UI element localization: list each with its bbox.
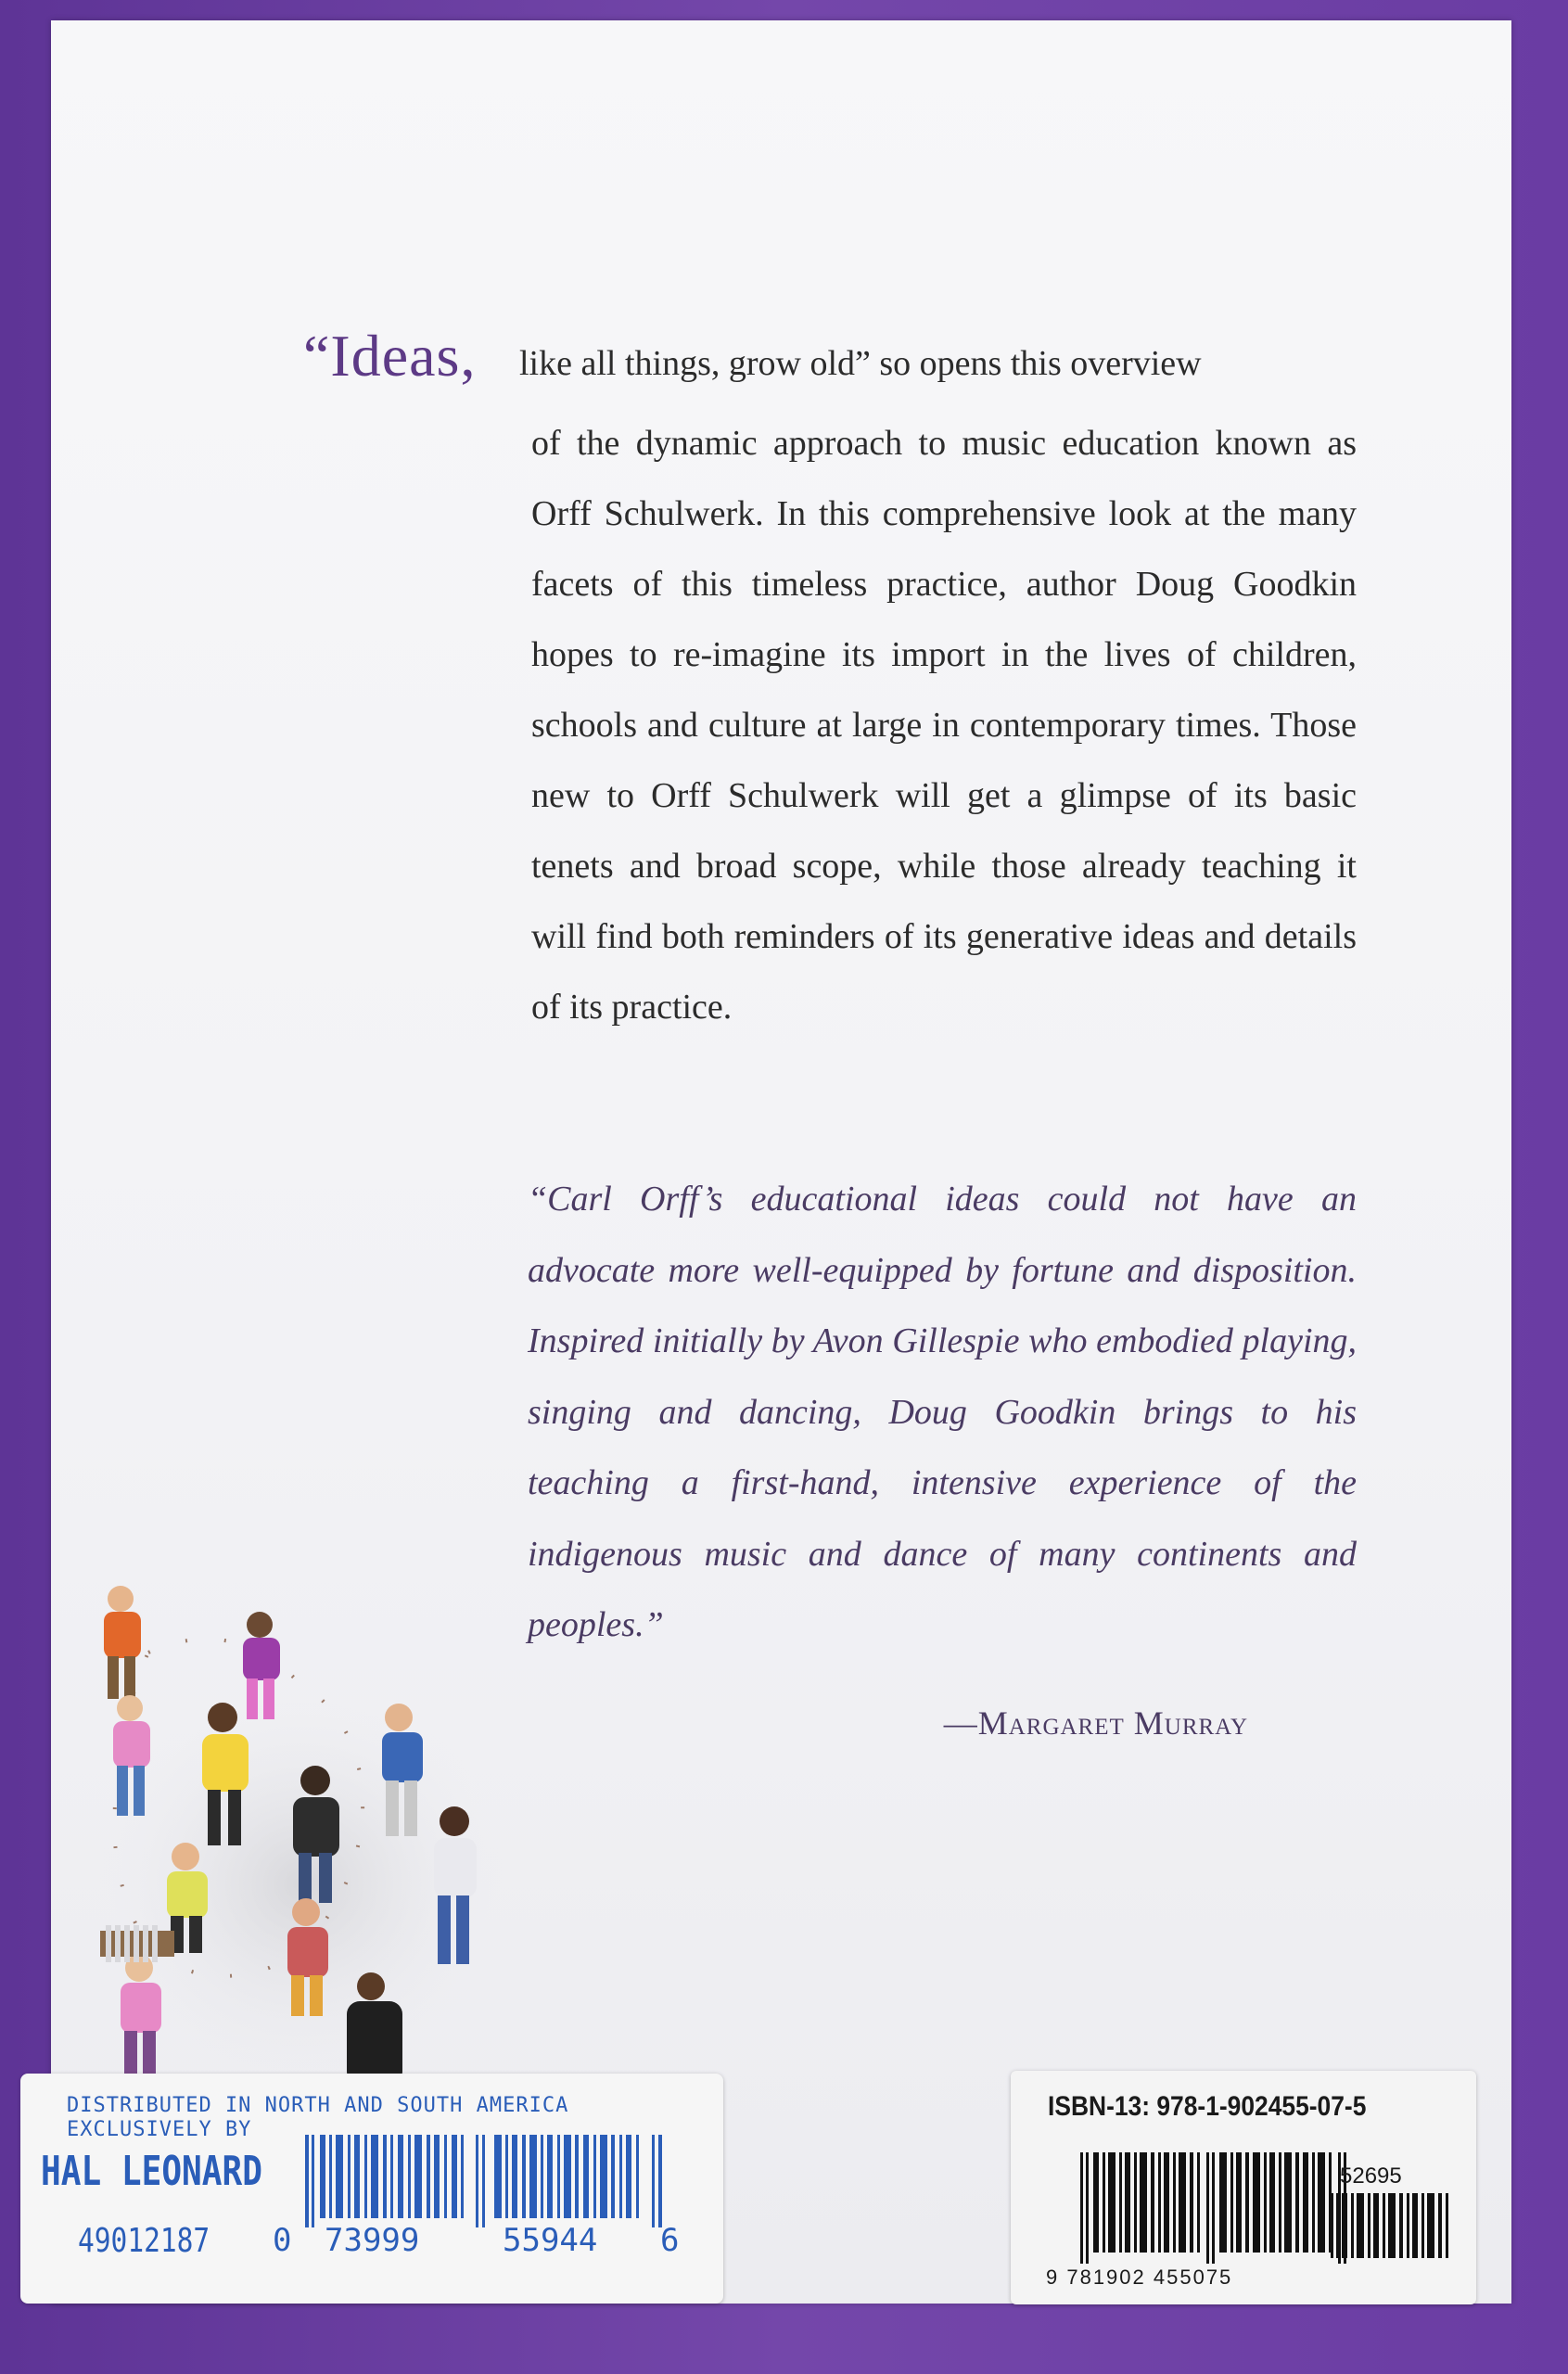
item-number: 49012187: [78, 2222, 210, 2260]
ean-barcode: [1080, 2152, 1349, 2264]
lead-rest: like all things, grow old” so opens this overview: [519, 344, 1202, 383]
upc-right-digits: 55944: [503, 2222, 598, 2259]
distributor-sticker: [20, 2074, 723, 2304]
lead-word: “Ideas,: [303, 323, 477, 389]
distributor-line-2: EXCLUSIVELY BY: [67, 2118, 252, 2141]
upc-check-digit: 6: [660, 2222, 680, 2259]
ean-digits: 9 781902 455075: [1046, 2266, 1233, 2289]
back-cover-page: [51, 20, 1511, 2304]
isbn-text: ISBN-13: 978-1-902455-07-5: [1048, 2091, 1367, 2122]
upc-left-digits: 73999: [325, 2222, 420, 2259]
testimonial-attribution: —Margaret Murray: [943, 1704, 1248, 1742]
hal-leonard-brand: HAL LEONARD: [41, 2148, 262, 2195]
child-figure: [104, 1586, 141, 1699]
isbn-sticker: [1011, 2071, 1476, 2304]
upc-barcode: [303, 2135, 674, 2227]
price-code: 52695: [1340, 2163, 1402, 2189]
price-barcode: [1331, 2193, 1451, 2258]
upc-lead-digit: 0: [273, 2222, 292, 2259]
blurb-paragraph: of the dynamic approach to music education known as Orff Schulwerk. In this comprehensive look at the many facets of this timeless practice, author Doug Goodkin hopes to re-imagine its import in the lives of children, schools and culture at large in contemporary times. Those new to Orff Schulwerk will get a glimpse of its basic tenets and broad scope, while those already teaching it will find both reminders of its generative ideas and details of its practice.: [531, 424, 1357, 1027]
distributor-line-1: DISTRIBUTED IN NORTH AND SOUTH AMERICA: [67, 2094, 569, 2117]
xylophone-icon: [100, 1925, 174, 1962]
testimonial-quote: “Carl Orff’s educational ideas could not have an advocate more well-equipped by fortune and disposition. Inspired initially by Avon Gillespie who embodied playing, singing and dancing, Doug Goodkin brings to his teaching a first-hand, intensive experience of the indigenous music and dance of many continents and peoples.”: [528, 1180, 1357, 1644]
children-dancing-illustration: [83, 1578, 519, 2098]
